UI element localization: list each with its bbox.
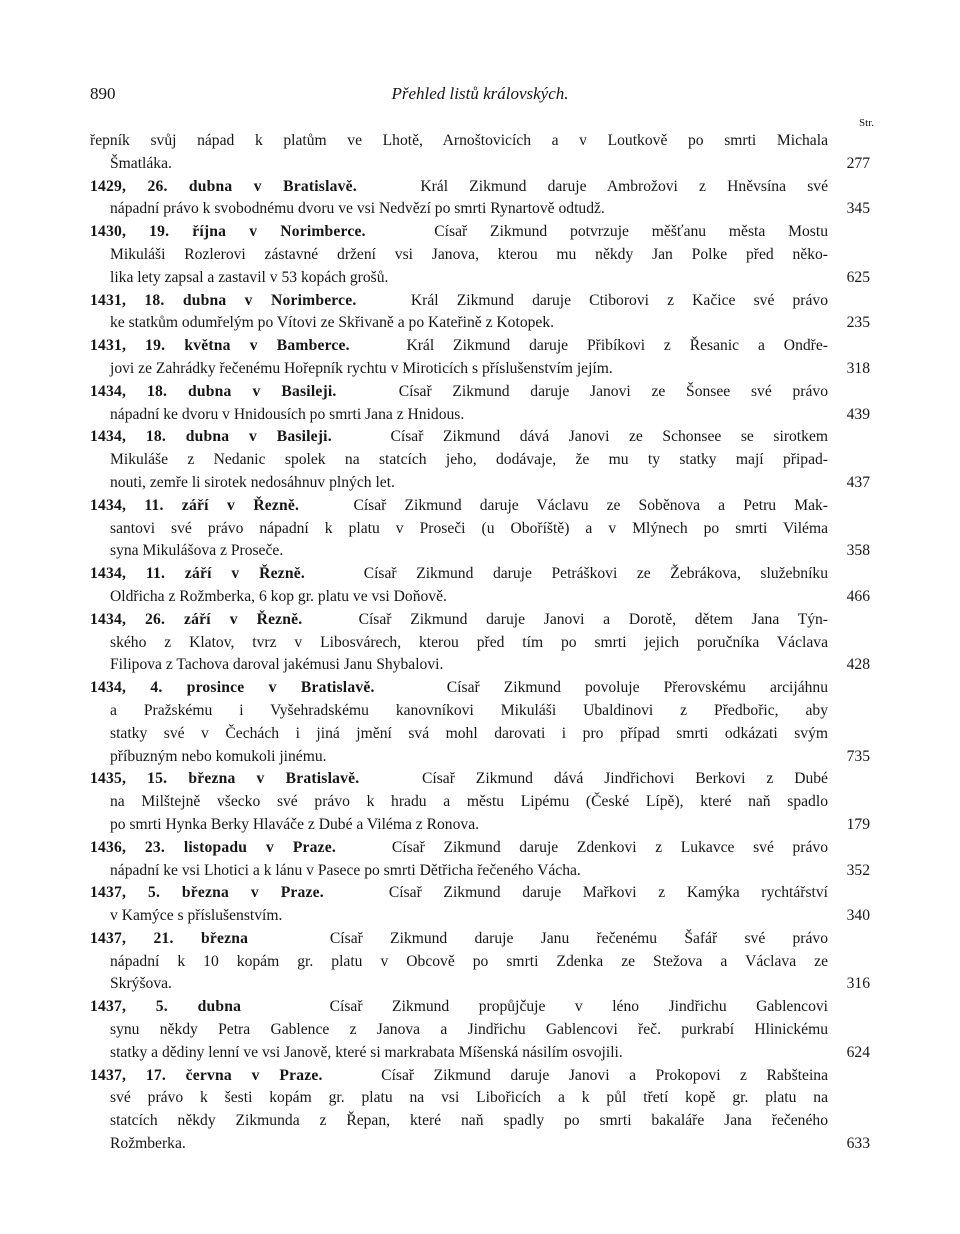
entry-line [110, 905, 828, 928]
entry-date: 1437, 5. března v Praze. [90, 884, 324, 902]
page-number: 890 [90, 84, 116, 103]
entry-text: Císař Zikmund daruje Janu řečenému Šafář své právo [329, 929, 828, 947]
entry-line [90, 677, 828, 700]
running-title: Přehled listů královských. [391, 84, 569, 103]
entry-line [90, 768, 828, 791]
entry-date: 1434, 11. září v Řezně. [90, 496, 300, 514]
entry-text: statky a dědiny lenní ve vsi Janově, které si markrabata Míšenská násilím osvojili. [110, 1043, 623, 1061]
entry-line [90, 996, 828, 1019]
entry-text: santovi své právo nápadní k platu v Proseči (u Oboříště) a v Mlýnech po smrti Viléma [110, 519, 828, 537]
entry-text: statcích někdy Zikmunda z Řepan, které naň spadly po smrti bakaláře Jana řečeného [110, 1112, 828, 1130]
entry-text: Císař Zikmund dává Jindřichovi Berkovi z Dubé [422, 770, 828, 788]
entry-text: jovi ze Zahrádky řečenému Hořepník rychtu v Miroticích s příslušenstvím jejím. [110, 359, 613, 377]
entry-line [110, 951, 828, 974]
entry-page-ref: 235 [846, 314, 870, 332]
entry-page-ref: 358 [846, 542, 870, 560]
entry-page-ref: 277 [846, 154, 870, 172]
entry-line [90, 290, 828, 313]
entry-line [110, 723, 828, 746]
entry-line [110, 1110, 828, 1133]
entry-text: Císař Zikmund daruje Václavu ze Soběnova a Petru Mak- [353, 496, 828, 514]
entry-text: nápadní ke vsi Lhotici a k lánu v Pasece po smrti Dětřicha řečeného Vácha. [110, 861, 581, 879]
entry-page-ref: 466 [846, 587, 870, 605]
entry-date: 1435, 15. března v Bratislavě. [90, 770, 360, 788]
entry-date: 1434, 4. prosince v Bratislavě. [90, 679, 375, 697]
entry-page-ref: 345 [846, 200, 870, 218]
entry-line [110, 791, 828, 814]
entry-text: a Pražskému i Vyšehradskému kanovníkovi Mikuláši Ubaldinovi z Předbořic, aby [110, 701, 828, 719]
entry-text: Císař Zikmund daruje Mařkovi z Kamýka rychtářství [388, 884, 828, 902]
entry-text: Mikuláše z Nedanic spolek na statcích jeho, dodávaje, že mu ty statky mají připad- [110, 451, 828, 469]
entry-line [110, 267, 828, 290]
entry-text: Císař Zikmund daruje Petráškovi ze Žebrákova, služebníku [363, 565, 828, 583]
page-header [90, 84, 874, 129]
register-entry [90, 221, 870, 289]
register-entry [90, 290, 870, 336]
entry-text: Císař Zikmund daruje Janovi ze Šonsee své právo [398, 382, 828, 400]
register-entry [90, 677, 870, 768]
entry-line [110, 654, 828, 677]
entry-text: v Kamýce s příslušenstvím. [110, 907, 283, 925]
entry-text: nápadní k 10 kopám gr. platu v Obcově po smrti Zdenka ze Stežova a Václava ze [110, 952, 828, 970]
entry-line [90, 426, 828, 449]
entry-date: 1434, 11. září v Řezně. [90, 565, 305, 583]
register-entry [90, 335, 870, 381]
entry-text: Rožmberka. [110, 1135, 186, 1153]
entry-date: 1434, 18. dubna v Basileji. [90, 428, 332, 446]
entry-line [110, 1087, 828, 1110]
entry-line [110, 449, 828, 472]
entry-line [110, 198, 828, 221]
entry-page-ref: 428 [846, 656, 870, 674]
entry-date: 1437, 21. března [90, 929, 249, 947]
entry-date: 1437, 5. dubna [90, 998, 242, 1016]
page-column-label: Str. [859, 117, 874, 129]
entry-page-ref: 439 [846, 405, 870, 423]
entry-text: Mikuláši Rozlerovi zástavné držení vsi Janova, kterou mu někdy Jan Polke před něko- [110, 245, 828, 263]
entry-text: Král Zikmund daruje Ambrožovi z Hněvsína své [420, 177, 828, 195]
entry-text: Císař Zikmund propůjčuje v léno Jindřichu Gablencovi [329, 998, 828, 1016]
entry-text: své právo k šesti kopám gr. platu na vsi Libořicích a k půl třetí kopě gr. platu na [110, 1089, 828, 1107]
entry-line [110, 518, 828, 541]
entry-line [110, 472, 828, 495]
entry-date: 1437, 17. června v Praze. [90, 1066, 323, 1084]
entry-text: syna Mikulášova z Proseče. [110, 542, 284, 560]
entry-line [110, 860, 828, 883]
register-entry [90, 928, 870, 996]
entry-date: 1436, 23. listopadu v Praze. [90, 838, 337, 856]
entry-page-ref: 437 [846, 473, 870, 491]
entry-line [110, 1019, 828, 1042]
entry-line [90, 563, 828, 586]
entry-line [90, 1065, 828, 1088]
entry-page-ref: 625 [846, 268, 870, 286]
entry-text: Oldřicha z Rožmberka, 6 kop gr. platu ve vsi Doňově. [110, 587, 447, 605]
entry-line [90, 130, 828, 153]
entry-line [110, 746, 828, 769]
entry-line [90, 882, 828, 905]
entry-line [110, 973, 828, 996]
entry-line [90, 609, 828, 632]
entry-line [110, 814, 828, 837]
entry-page-ref: 316 [846, 975, 870, 993]
entry-text: nouti, zemře li sirotek nedosáhnuv plných let. [110, 473, 395, 491]
entry-line [90, 221, 828, 244]
entry-line [90, 928, 828, 951]
entry-text: Král Zikmund daruje Ctiborovi z Kačice své právo [410, 291, 829, 309]
entry-list [90, 130, 870, 1156]
entry-text: ke statkům odumřelým po Vítovi ze Skřivaně a po Kateřině z Kotopek. [110, 314, 555, 332]
entry-text: na Milštejně všecko své právo k hradu a městu Lipému (České Lípě), které naň spadlo [110, 793, 828, 811]
entry-text: synu někdy Petra Gablence z Janova a Jindřichu Gablencovi řeč. purkrabí Hlinickému [110, 1021, 828, 1039]
register-entry [90, 1065, 870, 1156]
register-entry [90, 381, 870, 427]
entry-date: 1431, 19. května v Bamberce. [90, 337, 350, 355]
entry-page-ref: 735 [846, 747, 870, 765]
entry-line [110, 540, 828, 563]
entry-text: Šmatláka. [110, 154, 172, 172]
register-entry [90, 837, 870, 883]
entry-page-ref: 318 [846, 359, 870, 377]
register-entry [90, 996, 870, 1064]
entry-date: 1430, 19. října v Norimberce. [90, 223, 366, 241]
entry-line [110, 358, 828, 381]
entry-line [110, 244, 828, 267]
register-entry [90, 882, 870, 928]
entry-page-ref: 352 [846, 861, 870, 879]
entry-text: Císař Zikmund daruje Janovi a Prokopovi z Rabšteina [381, 1066, 829, 1084]
entry-line [90, 837, 828, 860]
entry-page-ref: 624 [846, 1043, 870, 1061]
entry-text: nápadní právo k svobodnému dvoru ve vsi Nedvězí po smrti Rynartově odtudž. [110, 200, 605, 218]
entry-text: Císař Zikmund daruje Janovi a Dorotě, dětem Jana Týn- [358, 610, 829, 628]
entry-date: 1429, 26. dubna v Bratislavě. [90, 177, 357, 195]
register-entry [90, 563, 870, 609]
entry-text: po smrti Hynka Berky Hlaváče z Dubé a Viléma z Ronova. [110, 815, 480, 833]
register-entry [90, 176, 870, 222]
register-entry [90, 130, 870, 176]
entry-text: ského z Klatov, tvrz v Libosvárech, kterou před tím po smrti jejich poručníka Václava [110, 633, 828, 651]
register-entry [90, 426, 870, 494]
entry-page-ref: 340 [846, 907, 870, 925]
entry-line [110, 700, 828, 723]
entry-text: Císař Zikmund daruje Zdenkovi z Lukavce své právo [391, 838, 829, 856]
entry-date: 1434, 18. dubna v Basileji. [90, 382, 337, 400]
entry-text: statky své v Čechách i jiná jmění svá mohl darovati i pro případ smrti odkázati svým [110, 724, 828, 742]
entry-page-ref: 633 [846, 1135, 870, 1153]
entry-line [110, 404, 828, 427]
register-entry [90, 495, 870, 563]
entry-line [110, 1133, 828, 1156]
entry-text: Císař Zikmund dává Janovi ze Schonsee se sirotkem [390, 428, 828, 446]
entry-date: 1431, 18. dubna v Norimberce. [90, 291, 357, 309]
entry-text: příbuzným nebo komukoli jinému. [110, 747, 327, 765]
entry-text: Filipova z Tachova daroval jakémusi Janu Shybalovi. [110, 656, 444, 674]
entry-text: Král Zikmund daruje Přibíkovi z Řesanic a Ondře- [406, 337, 828, 355]
entry-line [90, 381, 828, 404]
entry-line [90, 495, 828, 518]
entry-line [110, 1042, 828, 1065]
entry-text: lika lety zapsal a zastavil v 53 kopách grošů. [110, 268, 389, 286]
entry-line [110, 153, 828, 176]
entry-text: Císař Zikmund povoluje Přerovskému arcijáhnu [446, 679, 829, 697]
register-entry [90, 768, 870, 836]
entry-page-ref: 179 [846, 815, 870, 833]
entry-date: 1434, 26. září v Řezně. [90, 610, 303, 628]
entry-line [110, 586, 828, 609]
register-entry [90, 609, 870, 677]
entry-text: řepník svůj nápad k platům ve Lhotě, Arnoštovicích a v Loutkově po smrti Michala [90, 132, 828, 149]
entry-line [110, 632, 828, 655]
entry-text: Skrýšova. [110, 975, 172, 993]
entry-line [110, 312, 828, 335]
entry-text: nápadní ke dvoru v Hnidousích po smrti Jana z Hnidous. [110, 405, 465, 423]
entry-text: Císař Zikmund potvrzuje měšťanu města Mostu [434, 223, 829, 241]
entry-line [90, 176, 828, 199]
entry-line [90, 335, 828, 358]
